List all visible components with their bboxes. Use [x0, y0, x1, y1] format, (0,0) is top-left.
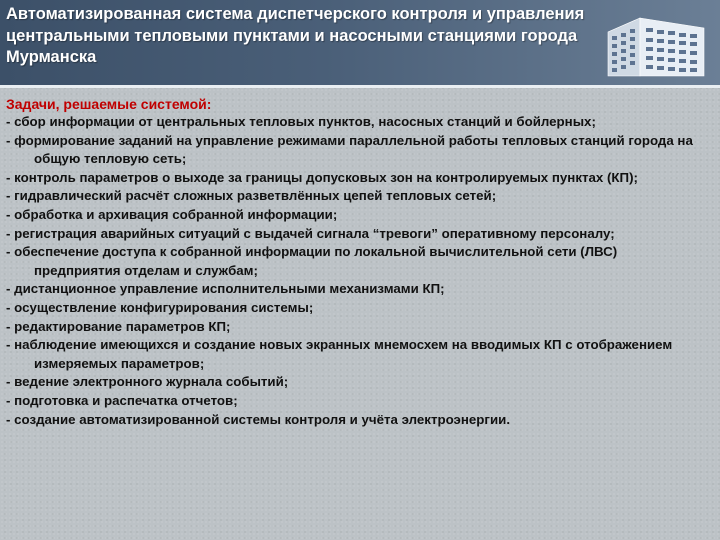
list-item: - сбор информации от центральных тепловых пунктов, насосных станций и бойлерных;	[6, 114, 596, 129]
list-item: - дистанционное управление исполнительными механизмами КП;	[6, 281, 445, 297]
tasks-heading: Задачи, решаемые системой:	[6, 96, 212, 112]
list-item: - обеспечение доступа к собранной информации по локальной вычислительной сети (ЛВС) предприятия отделам и службам;	[6, 244, 618, 278]
list-item: - ведение электронного журнала событий;	[6, 374, 289, 390]
list-item: - обработка и архивация собранной информации;	[6, 206, 338, 222]
list-item: - регистрация аварийных ситуаций с выдачей сигнала “тревоги” оперативному персоналу;	[6, 225, 615, 241]
list-item: - формирование заданий на управление режимами параллельной работы тепловых станций города на общую тепловую сеть;	[6, 132, 693, 167]
list-item: - подготовка и распечатка отчетов;	[6, 392, 238, 408]
content-area	[0, 88, 720, 540]
list-item: - наблюдение имеющихся и создание новых экранных мнемосхем на вводимых КП с отображением измеряемых параметров;	[6, 337, 673, 371]
task-list	[6, 113, 706, 429]
list-item: - осуществление конфигурирования системы;	[6, 299, 314, 315]
page-title: Автоматизированная система диспетчерского контроля и управления центральными тепловыми пунктами и насосными станциями города Мурманска	[6, 5, 585, 66]
list-item: - создание автоматизированной системы контроля и учёта электроэнергии.	[6, 411, 511, 427]
list-item: - редактирование параметров КП;	[6, 318, 231, 334]
list-item: - гидравлический расчёт сложных разветвлённых цепей тепловых сетей;	[6, 188, 497, 204]
building-logo-icon	[600, 6, 708, 78]
header-bar	[0, 0, 720, 85]
list-item: - контроль параметров о выходе за границы допусковых зон на контролируемых пунктах (КП);	[6, 169, 638, 185]
